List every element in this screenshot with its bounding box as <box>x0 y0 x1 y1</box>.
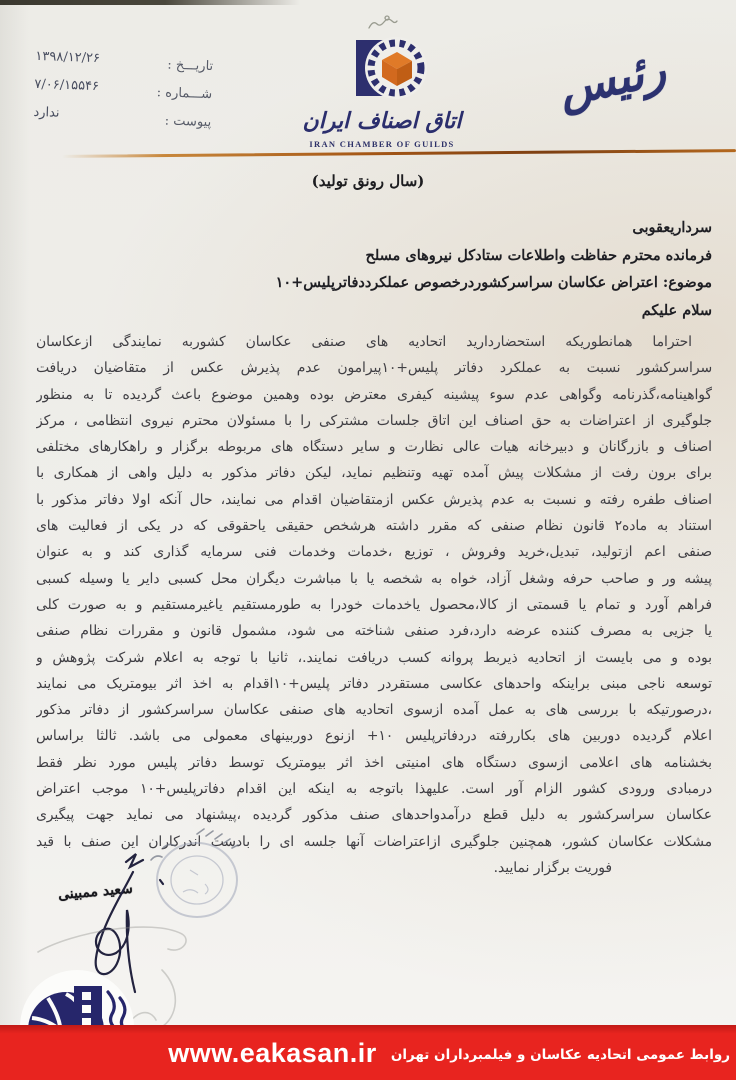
scan-edge-artifact <box>0 0 300 5</box>
org-name-farsi: اتاق اصناف ایران <box>302 108 462 134</box>
body-line: مشکلات عکاسان کشور، همچنین جلوگیری ازاعتراضات آنها جلسه ای را بادست اندرکاران این صنف با قید <box>36 833 712 850</box>
letter-body <box>36 329 712 881</box>
letter-content <box>36 214 712 881</box>
attachment-row <box>33 104 212 143</box>
org-name-english: IRAN CHAMBER OF GUILDS <box>309 139 455 149</box>
date-value: ۱۳۹۸/۱۲/۲۶ <box>35 48 101 67</box>
body-line: جلوگیری از اعتراضات به حق اصناف این اتاق جلسات مشترکی را با مسئولان محترم نیروی انتظامی ، مرکز <box>36 412 712 429</box>
attachment-label: پیوست : <box>164 113 212 131</box>
body-line: استناد به ماده۲ قانون نظام صنفی که مقرر داشته هرشخص حقیقی یاحقوقی که در یکی از فعالیت های <box>36 518 712 535</box>
recipient-title: فرمانده محترم حفاظت واطلاعات ستادکل نیروهای مسلح <box>365 246 712 264</box>
letterhead-meta-block <box>33 48 214 143</box>
body-line: فوریت برگزار نمایید. <box>493 859 612 876</box>
number-value: ۷/۰۶/۱۵۵۴۶ <box>34 76 100 95</box>
body-line: بوده و می بایست از اتحادیه ذیربط پروانه کسب دریافت نمایند.، ثانیا با توجه به اعلام شرکت پژوهش و <box>36 649 712 666</box>
body-line: بخشنامه های اعلامی ازسوی دستگاه های امنیتی اخذ اثر بیومتریک توسط دفاتر پلیس مورد نظر فقط <box>36 754 712 771</box>
body-line: صنفی اعم ازتولید، تبدیل،خرید وفروش ، توزیع ،خدمات وخدمات فنی سرمایه گذاری کند و به عنوان <box>36 544 712 561</box>
body-line: اصناف طفره رفته و نسبت به عدم پذیرش عکس ازمتقاضیان اقدام می نمایند، حال آنکه اولا دفاتر مذکور با <box>36 491 712 508</box>
recipient-name: سرداریعقوبی <box>632 219 712 236</box>
president-calligraphy: رئیس <box>554 41 671 117</box>
body-line: پیشه ور و صاحب حرفه وشغل آزاد، خواه به شخصه یا با مباشرت دیگران محل کسبی دایر یا وسیله کسبی <box>36 570 712 587</box>
body-line: احتراما همانطوریکه استحضاردارید اتحادیه های صنفی عکاسان کشوربه نمایندگی ازعکاسان <box>36 334 692 350</box>
body-line: برای برون رفت از مشکلات پیش آمده تهیه وتنظیم نماید، لیکن دفاتر مذکور به دلیل واهی از همکاری با <box>36 465 712 482</box>
footer-caption: روابط عمومی اتحادیه عکاسان و فیلمبرداران تهران <box>390 1046 730 1063</box>
handwritten-note-icon <box>365 14 399 34</box>
chamber-emblem-icon <box>334 36 430 102</box>
salutation: سلام علیکم <box>641 301 712 319</box>
number-label: شـــماره : <box>156 85 213 103</box>
footer-website-url: www.eakasan.ir <box>168 1038 377 1068</box>
body-line: یا جزیی به مصرف کننده عرضه دارد،فرد صنفی شناخته می شود، مشمول قانون و مقررات نظام صنفی <box>36 623 712 640</box>
body-line: درمبادی ورودی کشور الزام آور است. علیهذا باتوجه به اینکه این اقدام دفاترپلیس+۱۰ موجب اعتراض <box>36 781 712 798</box>
body-line: سراسرکشور نسبت به عملکرد دفاتر پلیس+۱۰پیرامون عدم پذیرش عکس از متقاضیان دریافت <box>36 360 712 377</box>
attachment-value: ندارد <box>33 104 60 121</box>
body-line: ،درصورتیکه با بررسی های به عمل آمده ازسوی اتحادیه های صنفی عکاسان سراسرکشور از دفاتر مذکور <box>36 702 712 719</box>
subject-line: موضوع: اعتراض عکاسان سراسرکشوردرخصوص عملکرددفاترپلیس+۱۰ <box>275 274 712 291</box>
signer-name: سعید ممبینی <box>57 880 134 904</box>
body-line: عکاسان سراسرکشور به دلیل قطع درآمدواحدهای صنف مذکور گردیده ،پیشنهاد می نماید جهت پیگیری <box>36 807 712 824</box>
body-line: توسعه ناجی مبنی براینکه واحدهای عکاسی مستقردر دفاتر پلیس+۱۰اقدام به اخذ اثر بیومتریک می نمایند <box>36 675 712 692</box>
footer-bar <box>0 1025 736 1080</box>
body-line: فراهم آورد و تمام یا قسمتی از کالا،محصول یاخدمات خودرا به طورمستقیم یاغیرمستقیم و به صورت کلی <box>36 596 712 613</box>
chamber-logo-block <box>296 14 468 149</box>
letterhead-divider <box>62 149 736 158</box>
date-label: تاریـــخ : <box>167 57 214 75</box>
body-line: اصناف و بازرگانان و دبیرخانه هیات عالی نظارت و سایر دستگاه های مربوطه برگزار و راهکارهای مختلفی <box>36 439 712 456</box>
body-line: اعلام گردیده دوربین های بکاررفته دردفاترپلیس ۱۰+ ازنوع دوربینهای معمولی می باشد. ثالثا براساس <box>36 728 712 745</box>
body-line: گواهینامه،گذرنامه وگواهی عدم سوء پیشینه کیفری معترض بوده وهمین موضوع باعث گردیده تا به منظور <box>36 386 712 403</box>
year-slogan: (سال رونق تولید) <box>311 172 425 190</box>
